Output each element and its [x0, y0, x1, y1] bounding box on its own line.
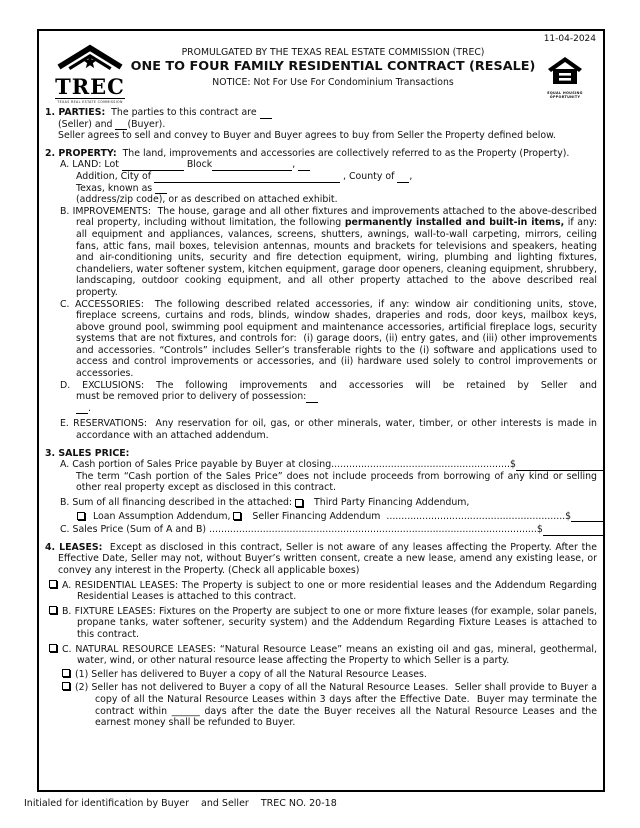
trec-wordmark: TREC [55, 74, 125, 99]
checkbox-loan-assumption-addendum[interactable] [77, 512, 85, 520]
trec-roof-star-icon [55, 42, 125, 73]
section-2-label: 2. PROPERTY: [45, 147, 117, 159]
leases-heading: 4. LEASES: Except as disclosed in this contract, Seller is not aware of any leases affecting the Property. After the Effective Date, Seller may not, without Buyer’s written consent, create a new lease, amend any existing lease, or convey any interest in the Property. (Check all applicable boxes) [45, 541, 600, 576]
land-line-2: Addition, City of , County of , [76, 170, 413, 182]
field-address[interactable] [155, 185, 167, 194]
equal-housing-logo [541, 57, 589, 99]
field-seller-names[interactable] [260, 110, 272, 119]
checkbox-fixture-leases[interactable] [49, 606, 57, 614]
field-city[interactable] [154, 174, 340, 183]
reservations-para: E. RESERVATIONS: Any reservation for oil, gas, or other minerals, water, timber, or other interests is made in accordance with an attached addendum. [60, 418, 600, 442]
natural-resource-leases-item: C. NATURAL RESOURCE LEASES: “Natural Resource Lease” means an existing oil and gas, mineral, geothermal, water, wind, or other natural resource lease affecting the Property to which Seller is a party. [49, 644, 597, 667]
parties-line-1: 1. PARTIES: The parties to this contract are [45, 107, 597, 119]
residential-leases-item: A. RESIDENTIAL LEASES: The Property is subject to one or more residential leases and the Addendum Regarding Residential Leases is attached to this contract. [49, 580, 597, 603]
field-lot[interactable] [122, 162, 184, 171]
footer-initials-label: Initialed for identification by Buyer [24, 798, 189, 809]
equal-housing-caption: EQUAL HOUSING OPPORTUNITY [547, 91, 583, 99]
property-heading: 2. PROPERTY: The land, improvements and accessories are collectively referred to as the Property (Property). [45, 147, 570, 159]
checkbox-nrl-not-delivered[interactable] [62, 682, 70, 690]
land-line-1: A. LAND: Lot Block , [60, 159, 597, 171]
sales-price-total-line: C. Sales Price (Sum of A and B) .............................................................................................................. $ [60, 524, 525, 536]
exclusions-line-1: D. EXCLUSIONS: The following improvements and accessories will be retained by Seller and [60, 379, 597, 391]
form-header [45, 34, 597, 104]
fixture-leases-item: B. FIXTURE LEASES: Fixtures on the Property are subject to one or more fixture leases (for example, solar panels, propane tanks, water softener, security system) and the Addendum Regarding Fixture Leases is attached to this contract. [49, 606, 597, 641]
parties-body: Seller agrees to sell and convey to Buyer and Buyer agrees to buy from Seller the Property defined below. [58, 130, 556, 142]
exclusions-line-2: must be removed prior to delivery of possession: [76, 391, 597, 403]
trec-caption: TEXAS REAL ESTATE COMMISSION [55, 98, 125, 104]
section-1-label: 1. PARTIES: [45, 107, 106, 118]
field-addition[interactable] [298, 162, 310, 171]
section-4-label: 4. LEASES: [45, 541, 103, 553]
field-county[interactable] [397, 174, 409, 183]
checkbox-natural-resource-leases[interactable] [49, 644, 57, 652]
trec-form-number: TREC NO. 20-18 [260, 798, 337, 809]
improvements-bold-phrase: permanently installed and built-in items, [344, 217, 565, 229]
field-block[interactable] [212, 162, 292, 171]
sales-price-heading [45, 448, 597, 460]
cash-portion-line: A. Cash portion of Sales Price payable by Buyer at closing ............................................................ $ [60, 459, 525, 471]
nrl-not-delivered-item: (2) Seller has not delivered to Buyer a copy of all the Natural Resource Leases. Seller shall provide to Buyer a copy of all the Natural Resource Leases within 3 days after the Effective Date. Buyer may terminate the contract within ______ days after the date the Buyer receives all the Natural Resource Leases and the earnest money shall be refunded to Buyer. [62, 682, 597, 728]
field-exclusions-1[interactable] [306, 394, 318, 403]
contract-body [45, 107, 600, 729]
field-cash-portion-amount[interactable] [516, 462, 605, 471]
field-sales-price-amount[interactable] [543, 527, 605, 536]
accessories-para: C. ACCESSORIES: The following described related accessories, if any: window air conditioning units, stove, fireplace screens, curtains and rods, blinds, window shades, draperies and rods, door keys, mailbox keys, above ground pool, swimming pool equipment and maintenance accessories, artificial fireplace logs, security systems that are not fixtures, and controls for: (i) garage doors, (ii) entry gates, and (iii) other improvements and accessories. “Controls” includes Seller’s transferable rights to the (i) software and applications used to access and control improvements or accessories, and (ii) hardware used solely to control improvements or accessories. [60, 298, 600, 380]
form-title: ONE TO FOUR FAMILY RESIDENTIAL CONTRACT (RESALE) [130, 59, 536, 74]
parties-line-2: (Seller) and (Buyer). [58, 118, 166, 130]
checkbox-third-party-financing-addendum[interactable] [295, 499, 303, 507]
section-3-label: 3. SALES PRICE: [45, 447, 130, 459]
exclusions-line-3: . [76, 403, 597, 415]
improvements-para: B. IMPROVEMENTS: The house, garage and all other fixtures and improvements attached to the above-described real property, including without limitation, the following permanently installed and built-in items, if any: all equipment and appliances, valances, screens, shutters, awnings, wall-to-wall carpeting, mirrors, ceiling fans, attic fans, mail boxes, television antennas, mounts and brackets for televisions and speakers, heating and air-conditioning units, security and fire detection equipment, wiring, plumbing and lighting fixtures, chandeliers, water softener system, kitchen equipment, garage door openers, cleaning equipment, shrubbery, landscaping, outdoor cooking equipment, and all other property attached to the above described real property. [60, 205, 600, 298]
cash-portion-body: The term “Cash portion of the Sales Price” does not include proceeds from borrowing of any kind or selling other real property except as disclosed in this contract. [76, 470, 600, 494]
header-titles [125, 34, 541, 88]
leader-dots: .............................................................................................................. [209, 524, 537, 536]
notice-line: NOTICE: Not For Use For Condominium Transactions [212, 77, 454, 88]
equal-housing-house-icon [548, 57, 582, 86]
nrl-delivered-item: (1) Seller has delivered to Buyer a copy of all the Natural Resource Leases. [62, 669, 597, 681]
field-financing-amount[interactable] [571, 513, 605, 522]
land-line-3: Texas, known as [76, 183, 597, 195]
checkbox-seller-financing-addendum[interactable] [233, 512, 241, 520]
field-buyer-names[interactable] [115, 121, 127, 130]
page-footer [24, 798, 616, 810]
checkbox-residential-leases[interactable] [49, 580, 57, 588]
checkbox-nrl-delivered[interactable] [62, 669, 70, 677]
footer-and-seller: and Seller [198, 798, 252, 809]
financing-line-1: B. Sum of all financing described in the attached: Third Party Financing Addendum, [60, 497, 470, 508]
trec-logo [55, 42, 125, 104]
leader-dots: ............................................................ [331, 459, 510, 471]
financing-line-2: Loan Assumption Addendum, Seller Financing Addendum ............................................................ $ [77, 511, 525, 523]
promulgated-line: PROMULGATED BY THE TEXAS REAL ESTATE COMMISSION (TREC) [181, 47, 485, 58]
field-exclusions-2[interactable] [76, 405, 88, 414]
revision-date: 11-04-2024 [543, 34, 596, 44]
land-line-4: (address/zip code), or as described on attached exhibit. [76, 194, 338, 206]
leader-dots: ............................................................ [386, 510, 566, 522]
contract-page [37, 29, 605, 792]
